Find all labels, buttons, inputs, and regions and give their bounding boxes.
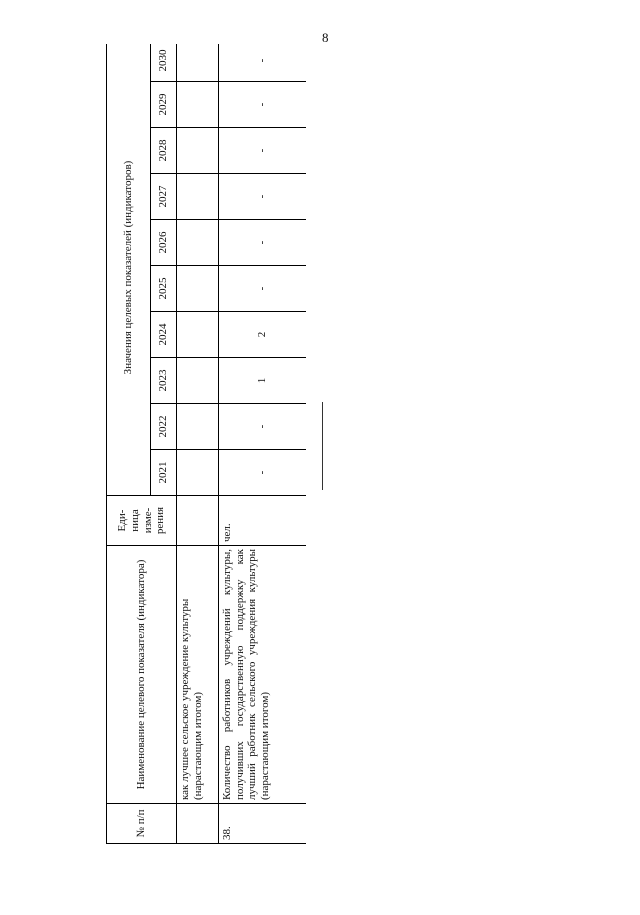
row-unit: чел. [219, 496, 307, 546]
header-unit: Еди-ница изме-рения [107, 496, 177, 546]
header-year: 2021 [151, 450, 177, 496]
row-value [177, 220, 219, 266]
header-year: 2024 [151, 312, 177, 358]
row-value [177, 82, 219, 128]
row-value [177, 266, 219, 312]
table-row [219, 44, 307, 844]
table-row [177, 44, 219, 844]
row-value [177, 358, 219, 404]
row-value [177, 404, 219, 450]
header-values-group: Значения целевых показателей (индикаторов) [107, 44, 151, 496]
header-year: 2028 [151, 128, 177, 174]
row-num: 38. [219, 804, 307, 844]
row-num [177, 804, 219, 844]
rotated-table-area [106, 44, 306, 844]
row-value: 2 [219, 312, 307, 358]
row-value: 1 [219, 358, 307, 404]
header-year: 2023 [151, 358, 177, 404]
row-value: - [219, 128, 307, 174]
header-year: 2025 [151, 266, 177, 312]
header-year: 2030 [151, 44, 177, 82]
header-year: 2027 [151, 174, 177, 220]
header-year: 2022 [151, 404, 177, 450]
row-value: - [219, 450, 307, 496]
page-number: 8 [322, 30, 329, 45]
row-unit [177, 496, 219, 546]
row-value: - [219, 266, 307, 312]
row-value: - [219, 82, 307, 128]
row-value [177, 450, 219, 496]
row-value [177, 174, 219, 220]
separator-line [322, 402, 323, 490]
row-name: Количество работников учреждений культуры, получивших государственную поддержку как лучший работник сельского учреждения культуры (нарастающим итогом) [219, 546, 307, 804]
header-num: № п/п [107, 804, 177, 844]
row-value: - [219, 220, 307, 266]
row-value [177, 312, 219, 358]
row-value [177, 44, 219, 82]
indicators-table [106, 44, 306, 844]
header-year: 2026 [151, 220, 177, 266]
row-value: - [219, 44, 307, 82]
row-value [177, 128, 219, 174]
row-value: - [219, 174, 307, 220]
row-value: - [219, 404, 307, 450]
header-year: 2029 [151, 82, 177, 128]
header-name: Наименование целевого показателя (индикатора) [107, 546, 177, 804]
row-name: как лучшее сельское учреждение культуры (нарастающим итогом) [177, 546, 219, 804]
